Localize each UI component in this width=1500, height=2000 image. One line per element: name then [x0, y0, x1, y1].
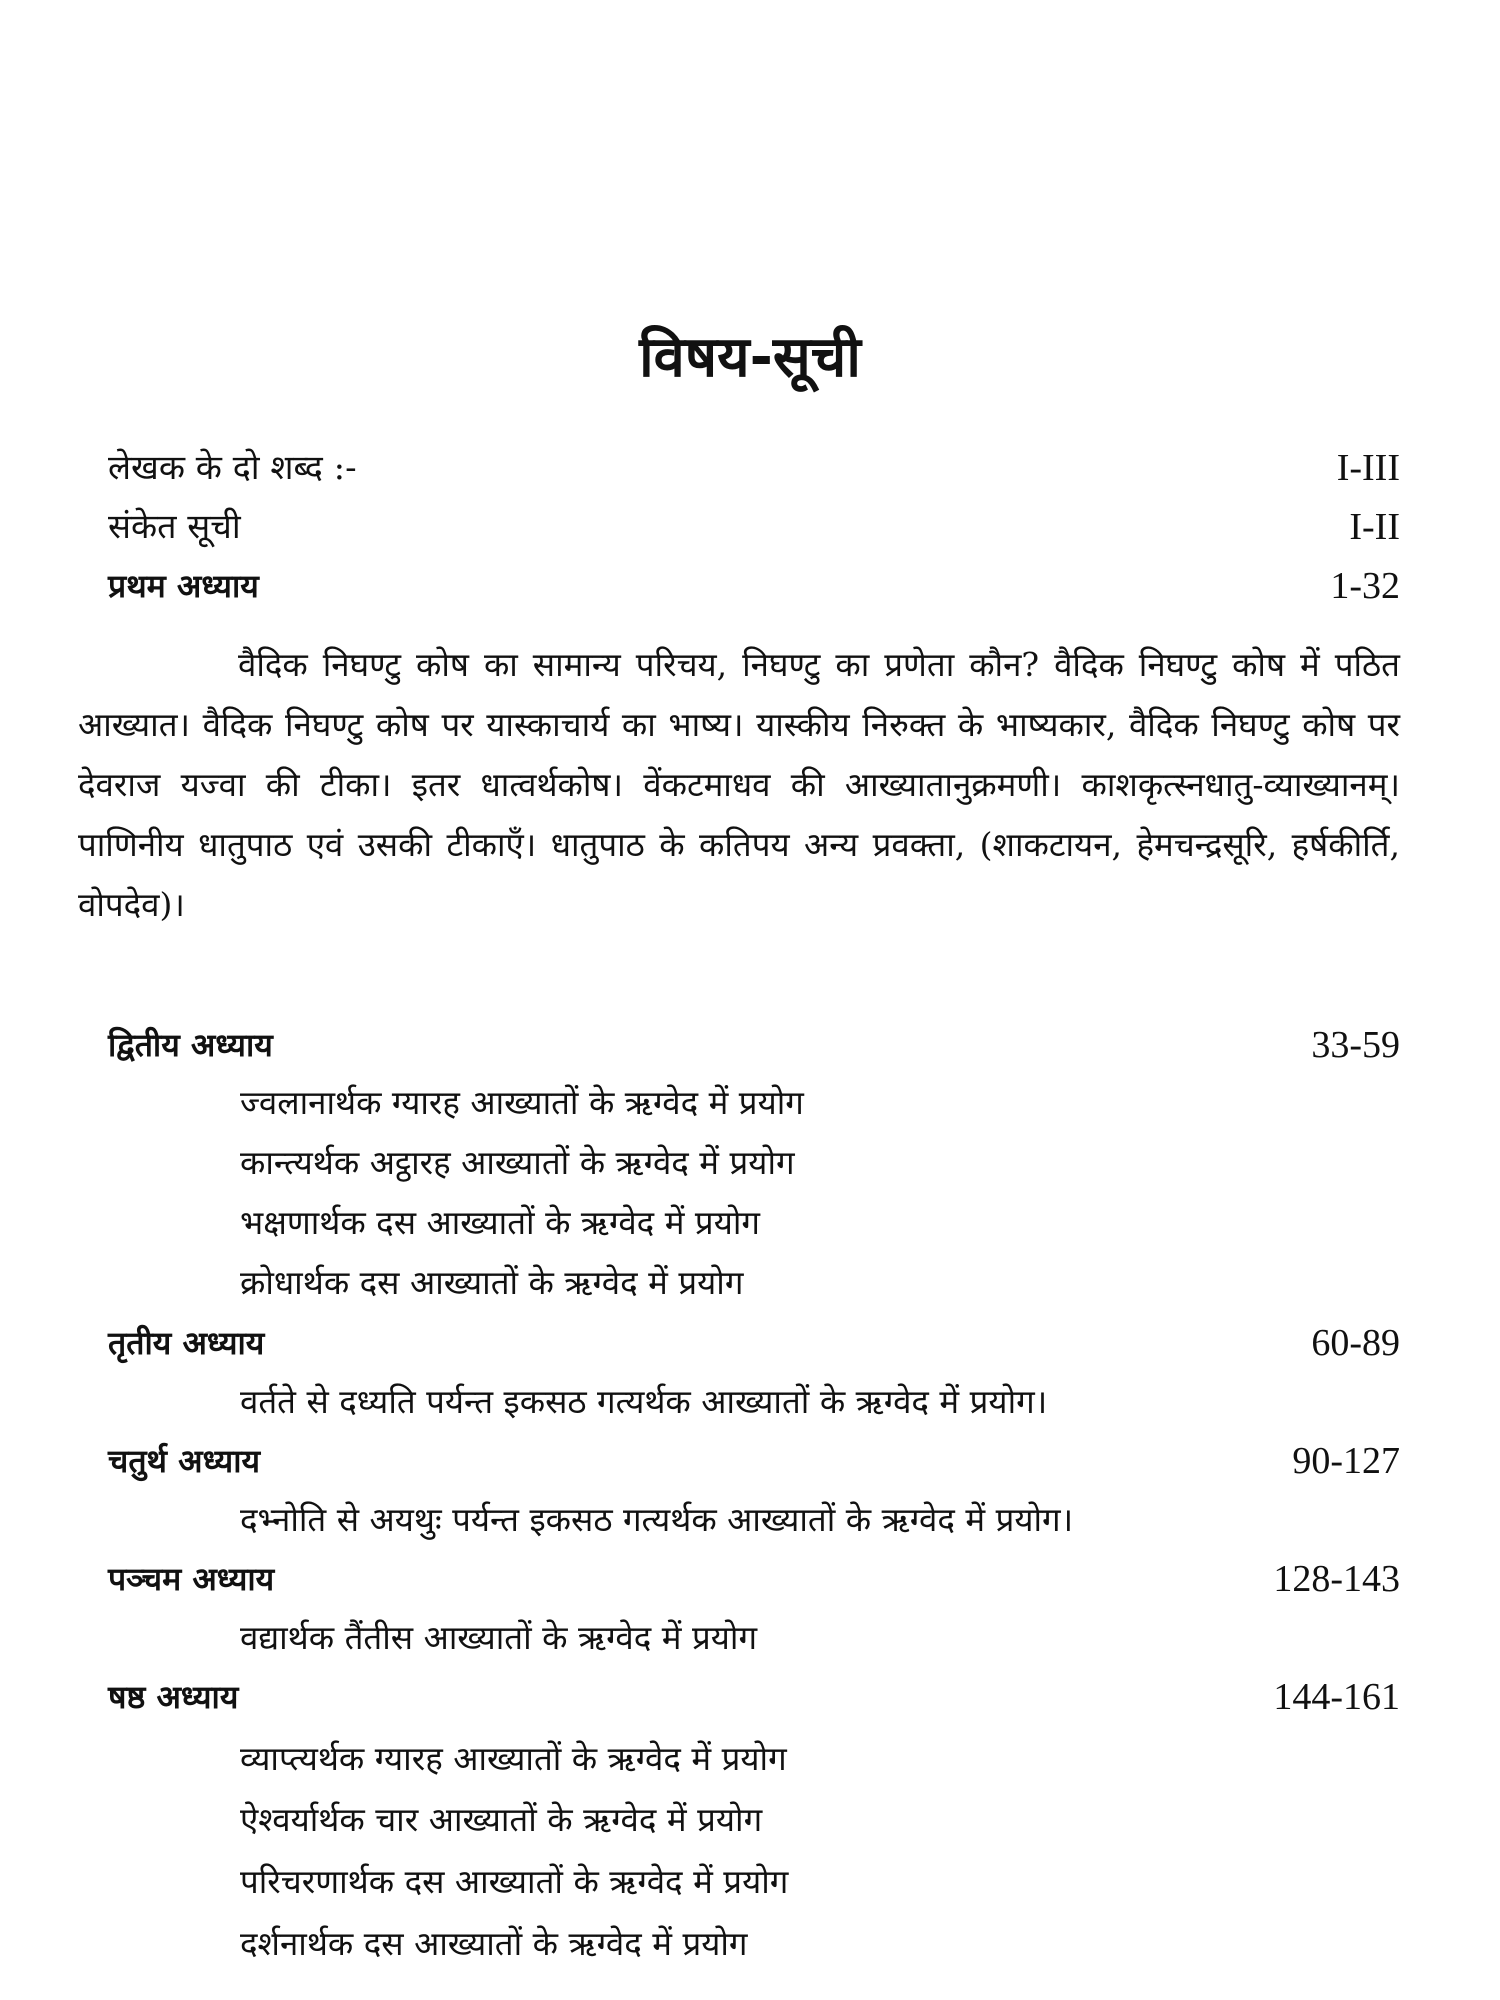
- chapter-pages: 144-161: [1273, 1676, 1400, 1718]
- chapter-2-heading: [108, 1015, 1400, 1075]
- chapter-2-item: क्रोधार्थक दस आख्यातों के ऋग्वेद में प्रयोग: [240, 1263, 744, 1302]
- chapter-label: तृतीय अध्याय: [108, 1324, 265, 1362]
- chapter-6-item: दर्शनार्थक दस आख्यातों के ऋग्वेद में प्रयोग: [240, 1924, 748, 1963]
- chapter-6-item: व्याप्त्यर्थक ग्यारह आख्यातों के ऋग्वेद में प्रयोग: [240, 1739, 787, 1778]
- chapter-label: पञ्चम अध्याय: [108, 1560, 275, 1598]
- toc-entry-pages: I-II: [1349, 506, 1400, 548]
- chapter-3-heading: [108, 1313, 1400, 1373]
- chapter-pages: 90-127: [1292, 1440, 1400, 1482]
- chapter-pages: 33-59: [1311, 1024, 1400, 1066]
- chapter-2-item: भक्षणार्थक दस आख्यातों के ऋग्वेद में प्रयोग: [240, 1203, 760, 1242]
- chapter-pages: 128-143: [1273, 1558, 1400, 1600]
- chapter-4-heading: [108, 1431, 1400, 1491]
- chapter-label: द्वितीय अध्याय: [108, 1026, 273, 1064]
- chapter-label: प्रथम अध्याय: [108, 567, 259, 605]
- toc-entry-label: लेखक के दो शब्द :-: [108, 448, 357, 488]
- chapter-1-summary: वैदिक निघण्टु कोष का सामान्य परिचय, निघण्टु का प्रणेता कौन? वैदिक निघण्टु कोष में पठित आख्यात। वैदिक निघण्टु कोष पर यास्काचार्य का भाष्य। यास्कीय निरुक्त के भाष्यकार, वैदिक निघण्टु कोष पर देवराज यज्वा की टीका। इतर धात्वर्थकोष। वेंकटमाधव की आख्यातानुक्रमणी। काशकृत्स्नधातु-व्याख्यानम्। पाणिनीय धातुपाठ एवं उसकी टीकाएँ। धातुपाठ के कतिपय अन्य प्रवक्ता, (शाकटायन, हेमचन्द्रसूरि, हर्षकीर्ति, वोपदेव)।: [78, 645, 1400, 924]
- chapter-5-heading: [108, 1549, 1400, 1609]
- chapter-6-item: ऐश्वर्यार्थक चार आख्यातों के ऋग्वेद में प्रयोग: [240, 1800, 763, 1839]
- chapter-6-item: परिचरणार्थक दस आख्यातों के ऋग्वेद में प्रयोग: [240, 1862, 789, 1901]
- toc-entry-abbreviations: [108, 497, 1400, 557]
- chapter-1-heading: [108, 556, 1400, 616]
- chapter-4-item: दभ्नोति से अयथुः पर्यन्त इकसठ गत्यर्थक आख्यातों के ऋग्वेद में प्रयोग।: [240, 1500, 1074, 1539]
- chapter-3-item: वर्तते से दध्यति पर्यन्त इकसठ गत्यर्थक आख्यातों के ऋग्वेद में प्रयोग।: [240, 1382, 1048, 1421]
- toc-entry-author-words: [108, 438, 1400, 498]
- chapter-pages: 60-89: [1311, 1322, 1400, 1364]
- chapter-label: चतुर्थ अध्याय: [108, 1442, 261, 1480]
- toc-entry-label: संकेत सूची: [108, 507, 241, 547]
- chapter-pages: 1-32: [1330, 565, 1400, 607]
- chapter-label: षष्ठ अध्याय: [108, 1678, 239, 1716]
- chapter-2-item: कान्त्यर्थक अट्ठारह आख्यातों के ऋग्वेद में प्रयोग: [240, 1143, 795, 1182]
- page-title: विषय-सूची: [639, 325, 861, 390]
- chapter-6-heading: [108, 1667, 1400, 1727]
- chapter-5-item: वद्यार्थक तैंतीस आख्यातों के ऋग्वेद में प्रयोग: [240, 1618, 758, 1657]
- chapter-2-item: ज्वलानार्थक ग्यारह आख्यातों के ऋग्वेद में प्रयोग: [240, 1083, 804, 1122]
- toc-entry-pages: I-III: [1336, 447, 1400, 489]
